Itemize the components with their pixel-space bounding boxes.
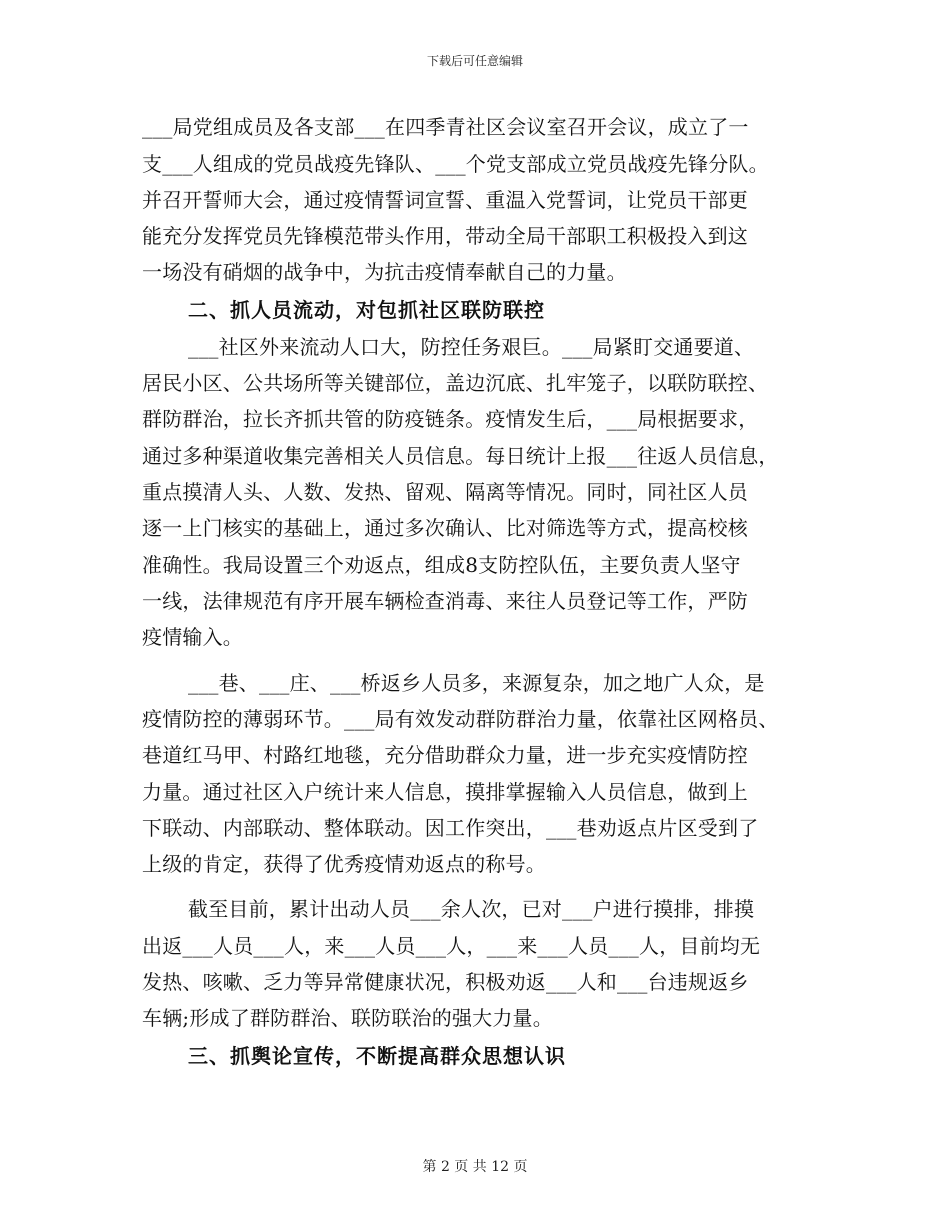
body-line: 逐一上门核实的基础上，通过多次确认、比对筛选等方式，提高校核	[142, 516, 748, 540]
header-note: 下载后可任意编辑	[426, 54, 523, 68]
body-line: 发热、咳嗽、乏力等异常健康状况，积极劝返___人和___台违规返乡	[142, 970, 749, 994]
section-heading: 二、抓人员流动，对包抓社区联防联控	[188, 298, 545, 322]
section-heading: 三、抓舆论宣传，不断提高群众思想认识	[188, 1044, 566, 1068]
body-line: 疫情防控的薄弱环节。___局有效发动群防群治力量，依靠社区网格员、	[142, 707, 779, 731]
body-line: 上级的肯定，获得了优秀疫情劝返点的称号。	[142, 852, 546, 876]
body-line: ___巷、___庄、___桥返乡人员多，来源复杂，加之地广人众，是	[188, 671, 765, 695]
body-line: 截至目前，累计出动人员___余人次，已对___户进行摸排，排摸	[188, 897, 755, 921]
body-line: 通过多种渠道收集完善相关人员信息。每日统计上报___往返人员信息，	[142, 444, 779, 468]
body-line: 力量。通过社区入户统计来人信息，摸排掌握输入人员信息，做到上	[142, 780, 748, 804]
body-line: 车辆;形成了群防群治、联防联治的强大力量。	[142, 1006, 553, 1030]
body-line: 下联动、内部联动、整体联动。因工作突出，___巷劝返点片区受到了	[142, 816, 759, 840]
body-line: 疫情输入。	[142, 625, 243, 649]
body-line: 一线，法律规范有序开展车辆检查消毒、来往人员登记等工作，严防	[142, 589, 748, 613]
body-line: 群防群治，拉长齐抓共管的防疫链条。疫情发生后，___局根据要求，	[142, 407, 759, 431]
body-line: 并召开誓师大会，通过疫情誓词宣誓、重温入党誓词，让党员干部更	[142, 188, 748, 212]
page-number: 第 2 页 共 12 页	[422, 1159, 528, 1175]
body-line: 准确性。我局设置三个劝返点，组成8支防控队伍，主要负责人坚守	[142, 553, 741, 577]
body-line: 出返___人员___人，来___人员___人，___来___人员___人，目前均无	[142, 934, 761, 958]
body-line: ___局党组成员及各支部___在四季青社区会议室召开会议，成立了一	[142, 115, 749, 139]
body-line: 能充分发挥党员先锋模范带头作用，带动全局干部职工积极投入到这	[142, 224, 748, 248]
body-line: 居民小区、公共场所等关键部位，盖边沉底、扎牢笼子，以联防联控、	[142, 371, 769, 395]
body-line: 支___人组成的党员战疫先锋队、___个党支部成立党员战疫先锋分队。	[142, 152, 769, 176]
body-line: ___社区外来流动人口大，防控任务艰巨。___局紧盯交通要道、	[188, 335, 755, 359]
body-line: 一场没有硝烟的战争中，为抗击疫情奉献自己的力量。	[142, 260, 627, 284]
body-line: 重点摸清人头、人数、发热、留观、隔离等情况。同时，同社区人员	[142, 480, 748, 504]
body-line: 巷道红马甲、村路红地毯，充分借助群众力量，进一步充实疫情防控	[142, 743, 748, 767]
